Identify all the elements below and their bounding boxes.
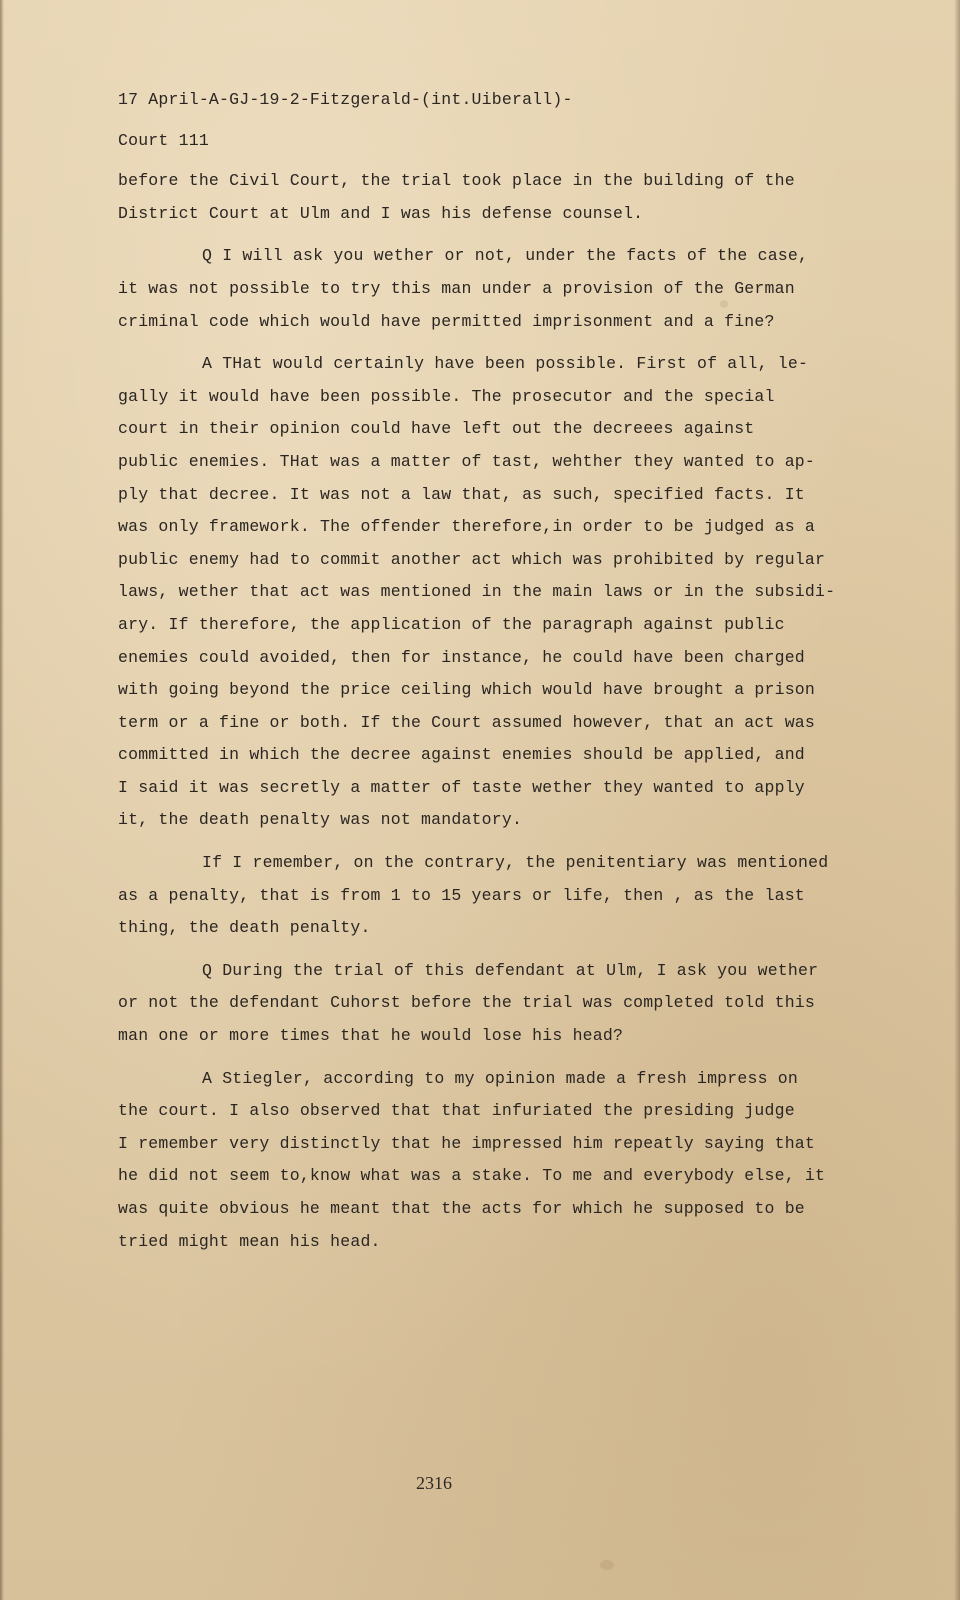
page-edge-shadow-right xyxy=(954,0,960,1600)
transcript-paragraph xyxy=(118,165,858,230)
transcript-line: man one or more times that he would lose his head? xyxy=(118,1026,624,1046)
transcript-line: or not the defendant Cuhorst before the trial was completed told this xyxy=(118,993,816,1013)
transcript-line: I said it was secretly a matter of taste wether they wanted to apply xyxy=(118,777,805,797)
transcript-line: District Court at Ulm and I was his defense counsel. xyxy=(118,203,644,223)
transcript-line: was quite obvious he meant that the acts for which he supposed to be xyxy=(118,1199,805,1218)
transcript-line: tried might mean his head. xyxy=(118,1231,381,1251)
transcript-line: thing, the death penalty. xyxy=(118,918,371,938)
transcript-line: laws, wether that act was mentioned in the main laws or in the subsidi- xyxy=(118,582,836,602)
page-edge-shadow-left xyxy=(0,0,4,1600)
transcript-line: term or a fine or both. If the Court assumed however, that an act was xyxy=(118,712,816,732)
transcript-line: Q I will ask you wether or not, under the facts of the case, xyxy=(202,246,809,266)
transcript-line: it, the death penalty was not mandatory. xyxy=(118,810,523,830)
transcript-paragraph xyxy=(118,348,858,837)
transcript-line: public enemies. THat was a matter of tast, wehther they wanted to ap- xyxy=(118,451,816,471)
transcript-line: A THat would certainly have been possible. First of all, le- xyxy=(202,354,809,374)
transcript-line: the court. I also observed that that infuriated the presiding judge xyxy=(118,1101,795,1121)
transcript-text xyxy=(118,84,858,1268)
transcript-line: was only framework. The offender therefore,in order to be judged as a xyxy=(118,517,816,537)
transcript-line: he did not seem to,know what was a stake. To me and everybody else, it xyxy=(118,1166,826,1186)
transcript-line: committed in which the decree against enemies should be applied, and xyxy=(118,745,805,765)
transcript-paragraph xyxy=(118,847,858,945)
transcript-line: I remember very distinctly that he impressed him repeatly saying that xyxy=(118,1133,816,1153)
transcript-body xyxy=(118,165,858,1258)
court-label: Court 111 xyxy=(118,130,209,150)
transcript-line: court in their opinion could have left out the decreees against xyxy=(118,419,755,439)
transcript-line: ary. If therefore, the application of the paragraph against public xyxy=(118,614,785,634)
transcript-paragraph xyxy=(118,1063,858,1259)
transcript-line: criminal code which would have permitted imprisonment and a fine? xyxy=(118,311,775,331)
transcript-line: with going beyond the price ceiling which would have brought a prison xyxy=(118,680,816,700)
page-number: 2316 xyxy=(416,1473,452,1493)
document-header: 17 April-A-GJ-19-2-Fitzgerald-(int.Uiberall)- xyxy=(118,90,573,109)
transcript-line: Q During the trial of this defendant at Ulm, I ask you wether xyxy=(202,960,819,980)
transcript-line: ply that decree. It was not a law that, as such, specified facts. It xyxy=(118,484,805,504)
transcript-line: enemies could avoided, then for instance, he could have been charged xyxy=(118,647,805,667)
transcript-paragraph xyxy=(118,240,858,338)
transcript-line: before the Civil Court, the trial took place in the building of the xyxy=(118,171,795,191)
transcript-line: gally it would have been possible. The prosecutor and the special xyxy=(118,386,775,406)
paper-stain xyxy=(600,1560,614,1570)
transcript-line: A Stiegler, according to my opinion made a fresh impress on xyxy=(202,1068,798,1088)
transcript-paragraph xyxy=(118,955,858,1053)
transcript-line: it was not possible to try this man under a provision of the German xyxy=(118,278,795,298)
transcript-line: public enemy had to commit another act which was prohibited by regular xyxy=(118,549,826,569)
transcript-line: If I remember, on the contrary, the penitentiary was mentioned xyxy=(202,853,829,873)
transcript-line: as a penalty, that is from 1 to 15 years or life, then , as the last xyxy=(118,885,805,905)
